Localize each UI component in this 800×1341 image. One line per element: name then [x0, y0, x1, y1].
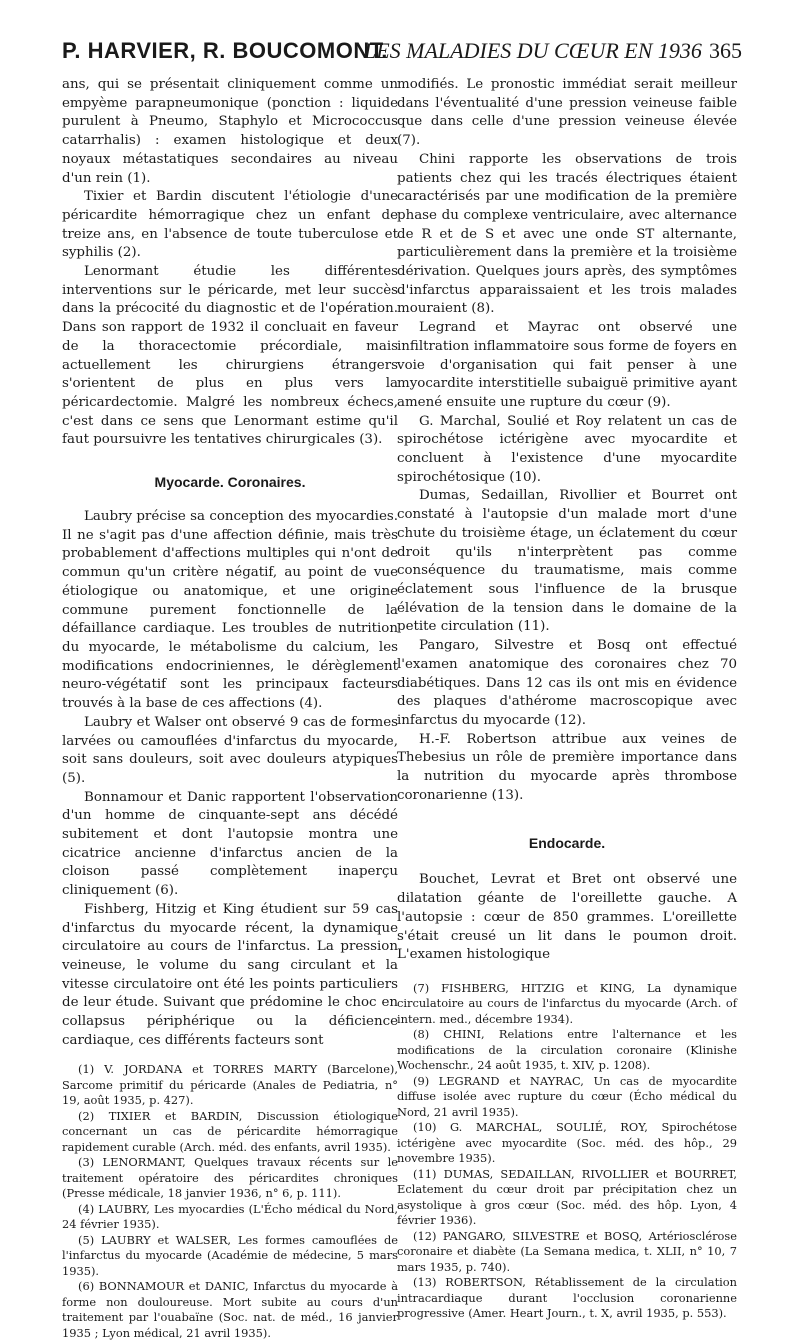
section-title-myocarde: Myocarde. Coronaires. — [154, 474, 306, 491]
header-title: LES MALADIES DU CŒUR EN 1936 — [364, 38, 702, 63]
paragraph: Laubry précise sa conception des myocardies. Il ne s'agit pas d'une affection définie, mais très probablement d'affections multiples qui n'ont de commun qu'un critère négatif, au point de vue étiologique ou anatomique, et une origine commune purement fonctionnelle de la défaillance cardiaque. Les troubles de nutrition du myocarde, le métabolisme du calcium, les modifications endocriniennes, le dérèglement neuro-végétatif sont les principaux facteurs trouvés à la base de ces affections (4). — [62, 509, 398, 712]
section-title-endocarde: Endocarde. — [528, 835, 606, 852]
footnote: (13) ROBERTSON, Rétablissement de la circulation intracardiaque durant l'occlusion coronarienne progressive (Amer. Heart Journ., t. X, avril 1935, p. 553). — [397, 1275, 737, 1321]
footnote: (5) LAUBRY et WALSER, Les formes camouflées de l'infarctus du myocarde (Académie de médecine, 5 mars 1935). — [62, 1232, 398, 1278]
footnote: (8) CHINI, Relations entre l'alternance et les modifications de la circulation coronaire (Klinishe Wochenschr., 24 août 1935, t. XIV, p. 1208). — [397, 1027, 737, 1073]
paragraph: Bonnamour et Danic rapportent l'observation d'un homme de cinquante-sept ans décédé subitement et dont l'autopsie montra une cicatrice ancienne d'infarctus ancien de la cloison passé complètement inaperçu cliniquement (6). — [62, 789, 398, 899]
footnote: (9) LEGRAND et NAYRAC, Un cas de myocardite diffuse isolée avec rupture du cœur (Écho médical du Nord, 21 avril 1935). — [397, 1073, 737, 1119]
paragraph: Legrand et Mayrac ont observé une infiltration inflammatoire sous forme de foyers en voie d'organisation qui fait penser à une myocardite interstitielle subaiguë primitive ayant amené ensuite une rupture du cœur (9). — [397, 320, 737, 410]
paragraph: Fishberg, Hitzig et King étudient sur 59 cas d'infarctus du myocarde récent, la dynamique circulatoire au cours de l'infarctus. La pression veineuse, le volume du sang circulant et la vitesse circulatoire ont été les points particuliers de leur étude. Suivant que prédomine le choc en collapsus périphérique ou la déficience cardiaque, ces différents facteurs sont — [62, 901, 398, 1048]
paragraph: H.-F. Robertson attribue aux veines de Thebesius un rôle de première importance dans la nutrition du myocarde après thrombose coronarienne (13). — [397, 731, 737, 803]
paragraph: Bouchet, Levrat et Bret ont observé une dilatation géante de l'oreillette gauche. A l'autopsie : cœur de 850 grammes. L'oreillette s'était creusé un lit dans le poumon droit. L'examen histologique — [397, 872, 737, 963]
paragraph: Tixier et Bardin discutent l'étiologie d'une péricardite hémorragique chez un enfant de treize ans, en l'absence de toute tuberculose et syphilis (2). — [62, 189, 398, 261]
footnote: (2) TIXIER et BARDIN, Discussion étiologique concernant un cas de péricardite hémorragique rapidement curable (Arch. méd. des enfants, avril 1935). — [62, 1108, 398, 1154]
running-header — [62, 38, 742, 78]
paragraph: modifiés. Le pronostic immédiat serait meilleur dans l'éventualité d'une pression veineuse faible que dans celle d'une pression veineuse élevée (7). — [397, 77, 737, 149]
footnote: (3) LENORMANT, Quelques travaux récents sur le traitement opératoire des péricardites chroniques (Presse médicale, 18 janvier 1936, n° 6, p. 111). — [62, 1155, 398, 1201]
footnote: (12) PANGARO, SILVESTRE et BOSQ, Artériosclérose coronaire et diabète (La Semana medica, t. XLII, n° 10, 7 mars 1935, p. 740). — [397, 1228, 737, 1274]
footnote: (6) BONNAMOUR et DANIC, Infarctus du myocarde à forme non douloureuse. Mort subite au cours d'un traitement par l'ouabaïne (Soc. nat. de méd., 16 janvier 1935 ; Lyon médical, 21 avril 1935). — [62, 1279, 398, 1340]
right-column — [397, 76, 737, 1322]
paragraph: ans, qui se présentait cliniquement comme un empyème parapneumonique (ponction : liquide purulent à Pneumo, Staphylo et Micrococcus catarrhalis) : examen histologique et deux noyaux métastatiques secondaires au niveau d'un rein (1). — [62, 77, 398, 186]
paragraph: Lenormant étudie les différentes interventions sur le péricarde, met leur succès dans la précocité du diagnostic et de l'opération. Dans son rapport de 1932 il concluait en faveur de la thoracectomie précordiale, mais actuellement les chirurgiens étrangers s'orientent de plus en plus vers la péricardectomie. Malgré les nombreux échecs, c'est dans ce sens que Lenormant estime qu'il faut poursuivre les tentatives chirurgicales (3). — [62, 264, 398, 448]
left-column — [62, 76, 398, 1341]
footnotes — [397, 981, 737, 1322]
page-number: 365 — [709, 38, 742, 63]
footnotes — [62, 1062, 398, 1341]
footnote: (7) FISHBERG, HITZIG et KING, La dynamique circulatoire au cours de l'infarctus du myocarde (Arch. of intern. med., décembre 1934). — [397, 980, 737, 1026]
paragraph: Pangaro, Silvestre et Bosq ont effectué l'examen anatomique des coronaires chez 70 diabétiques. Dans 12 cas ils ont mis en évidence des plaques d'athérome macroscopique avec infarctus du myocarde (12). — [397, 638, 737, 728]
paragraph: Laubry et Walser ont observé 9 cas de formes larvées ou camouflées d'infarctus du myocarde, soit sans douleurs, soit avec douleurs atypiques (5). — [62, 714, 398, 786]
footnote: (11) DUMAS, SEDAILLAN, RIVOLLIER et BOURRET, Eclatement du cœur droit par précipitation chez un asystolique à gros cœur (Soc. méd. des hôp. Lyon, 4 février 1936). — [397, 1166, 737, 1228]
footnote: (1) V. JORDANA et TORRES MARTY (Barcelone), Sarcome primitif du péricarde (Anales de Pediatria, n° 19, août 1935, p. 427). — [62, 1062, 398, 1108]
paragraph: G. Marchal, Soulié et Roy relatent un cas de spirochétose ictérigène avec myocardite et concluent à l'existence d'une myocardite spirochétosique (10). — [397, 413, 737, 485]
paragraph: Dumas, Sedaillan, Rivollier et Bourret ont constaté à l'autopsie d'un malade mort d'une chute du troisième étage, un éclatement du cœur droit qu'ils n'interprètent pas comme conséquence du traumatisme, mais comme éclatement sous l'influence de la brusque élévation de la tension dans le domaine de la petite circulation (11). — [397, 488, 737, 635]
footnote: (10) G. MARCHAL, SOULIÉ, ROY, Spirochétose ictérigène avec myocardite (Soc. méd. des hôp., 29 novembre 1935). — [397, 1120, 737, 1166]
footnote: (4) LAUBRY, Les myocardies (L'Écho médical du Nord, 24 février 1935). — [62, 1201, 398, 1232]
paragraph: Chini rapporte les observations de trois patients chez qui les tracés électriques étaient caractérisés par une modification de la première phase du complexe ventriculaire, avec alternance de R et de S et avec une onde ST alternante, particulièrement dans la première et la troisième dérivation. Quelques jours après, des symptômes d'infarctus apparaissaient et les trois malades mouraient (8). — [397, 151, 737, 317]
header-authors: P. HARVIER, R. BOUCOMONT. — [62, 38, 388, 63]
